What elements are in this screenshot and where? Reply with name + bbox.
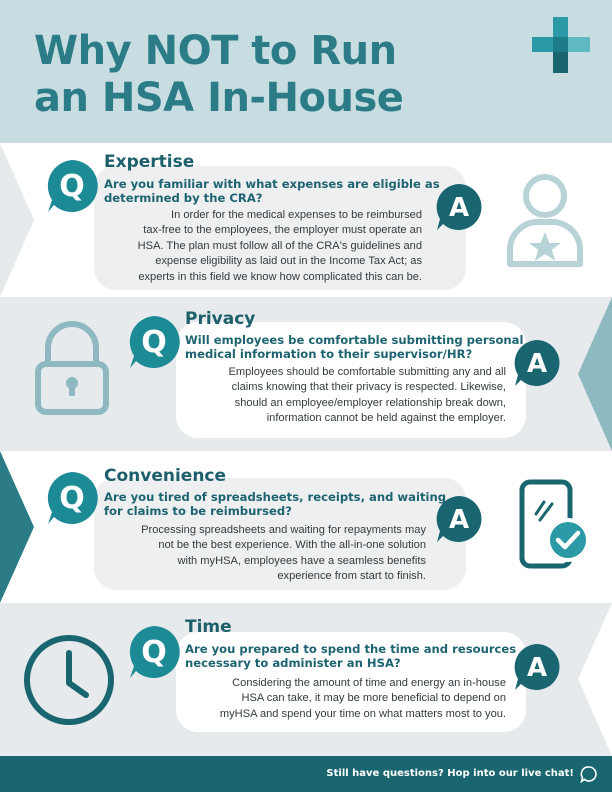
- chat-bubble-icon[interactable]: [580, 765, 598, 783]
- answer-line: claims knowing that their privacy is respected. Likewise,: [231, 381, 506, 394]
- answer-line: not be the best experience. With the all-in-one solution: [158, 539, 426, 552]
- section-question: [185, 642, 516, 670]
- q-label: Q: [59, 481, 85, 516]
- answer-line: Employees should be comfortable submitting any and all: [228, 366, 506, 378]
- answer-line: should an employee/employer relationship break down,: [234, 396, 506, 409]
- plus-cross-logo-icon: [532, 17, 590, 73]
- page-title: [34, 28, 403, 122]
- clock-icon: [22, 633, 116, 727]
- answer-line: expense eligibility as laid out in the Income Tax Act; as: [155, 255, 422, 268]
- page-title-line1: Why NOT to Run: [34, 28, 397, 74]
- a-badge: [434, 182, 484, 232]
- question-line: determined by the CRA?: [104, 191, 263, 205]
- q-badge: [126, 314, 182, 370]
- a-badge: [434, 494, 484, 544]
- footer: [0, 756, 612, 792]
- answer-line: myHSA and spend your time on what matters most to you.: [219, 707, 506, 720]
- section-answer: [100, 523, 426, 585]
- right-chevron-shape: [572, 297, 612, 451]
- section-answer: [180, 365, 506, 427]
- padlock-icon: [34, 320, 110, 418]
- q-badge: [44, 158, 100, 214]
- section-title: Expertise: [104, 152, 195, 172]
- header: [0, 0, 612, 143]
- live-chat-link[interactable]: Still have questions? Hop into our live chat!: [326, 768, 574, 779]
- section-question: [104, 490, 446, 518]
- section-answer: [100, 208, 422, 285]
- q-badge: [126, 624, 182, 680]
- user-star-icon: [504, 172, 586, 270]
- q-label: Q: [141, 635, 167, 670]
- section-question: [104, 177, 440, 205]
- a-label: A: [448, 505, 470, 535]
- question-line: for claims to be reimbursed?: [104, 504, 292, 518]
- question-line: Are you tired of spreadsheets, receipts, and waiting: [104, 490, 447, 504]
- a-label: A: [526, 653, 548, 683]
- right-chevron-shape: [572, 603, 612, 756]
- section-question: [185, 333, 523, 361]
- a-badge: [512, 338, 562, 388]
- section-title: Privacy: [185, 309, 256, 329]
- section-title: Time: [185, 617, 232, 637]
- left-chevron-shape: [0, 143, 40, 297]
- answer-line: HSA can take, it may be more beneficial to depend on: [241, 692, 506, 705]
- section-answer: [180, 676, 506, 722]
- left-chevron-shape: [0, 451, 40, 603]
- answer-line: information cannot be held against the employer.: [266, 412, 506, 425]
- q-label: Q: [59, 169, 85, 204]
- question-line: Will employees be comfortable submitting personal: [185, 333, 524, 347]
- question-line: necessary to administer an HSA?: [185, 656, 401, 670]
- answer-line: Considering the amount of time and energy an in-house: [232, 677, 506, 689]
- a-label: A: [448, 193, 470, 223]
- section-title: Convenience: [104, 466, 227, 486]
- q-badge: [44, 470, 100, 526]
- q-label: Q: [141, 325, 167, 360]
- question-line: medical information to their supervisor/HR?: [185, 347, 473, 361]
- a-label: A: [526, 349, 548, 379]
- answer-line: HSA. The plan must follow all of the CRA's guidelines and: [137, 239, 422, 252]
- phone-check-icon: [518, 478, 590, 572]
- answer-line: In order for the medical expenses to be reimbursed: [171, 209, 422, 221]
- page-title-line2: an HSA In-House: [34, 75, 404, 121]
- answer-line: experience from start to finish.: [277, 570, 426, 583]
- question-line: Are you familiar with what expenses are eligible as: [104, 177, 440, 191]
- a-badge: [512, 642, 562, 692]
- question-line: Are you prepared to spend the time and resources: [185, 642, 517, 656]
- answer-line: with myHSA, employees have a seamless benefits: [177, 554, 426, 567]
- answer-line: Processing spreadsheets and waiting for repayments may: [141, 524, 426, 536]
- answer-line: tax-free to the employees, the employer must operate an: [143, 224, 422, 237]
- answer-line: experts in this field we know how complicated this can be.: [138, 270, 422, 283]
